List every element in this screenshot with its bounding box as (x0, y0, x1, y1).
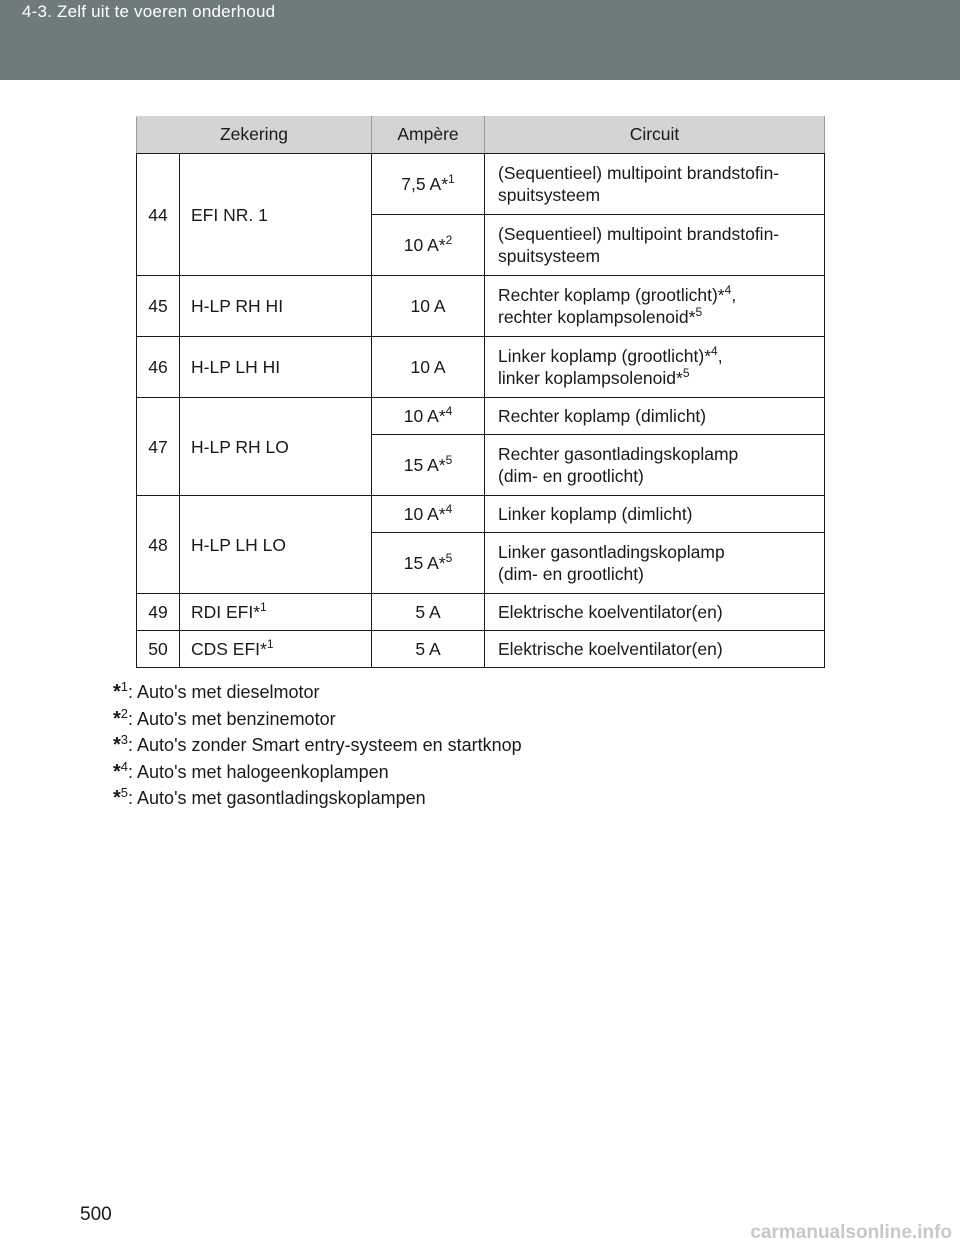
fuse-name: H-LP LH HI (180, 337, 372, 398)
watermark: carmanualsonline.info (750, 1222, 952, 1243)
fuse-circuit: Rechter gasontladingskoplamp (dim- en grootlicht) (485, 435, 825, 496)
header-fuse: Zekering (137, 117, 372, 154)
fuse-number: 44 (137, 154, 180, 276)
fuse-amp: 7,5 A*$^1$ (372, 154, 485, 215)
fuse-circuit: Elektrische koelventilator(en) (485, 594, 825, 631)
table-row (137, 631, 825, 668)
table-row (137, 398, 825, 435)
table-header-row (137, 117, 825, 154)
fuse-name: CDS EFI*$^1$ (180, 631, 372, 668)
fuse-circuit: Rechter koplamp (dimlicht) (485, 398, 825, 435)
fuse-circuit: (Sequentieel) multipoint brandstofin- spuitsysteem (485, 215, 825, 276)
fuse-amp: 10 A (372, 337, 485, 398)
fuse-circuit: Linker koplamp (grootlicht)*$^4$, linker koplampsolenoid*$^5$ (485, 337, 825, 398)
fuse-number: 47 (137, 398, 180, 496)
footnote: *$^5$: Auto's met gasontladingskoplampen (113, 785, 426, 809)
fuse-number: 48 (137, 496, 180, 594)
footnotes (113, 679, 522, 812)
fuse-amp: 10 A (372, 276, 485, 337)
fuse-number: 46 (137, 337, 180, 398)
fuse-amp: 10 A*$^4$ (372, 398, 485, 435)
fuse-number: 45 (137, 276, 180, 337)
fuse-name: H-LP LH LO (180, 496, 372, 594)
fuse-table (136, 116, 825, 668)
footnote: *$^3$: Auto's zonder Smart entry-systeem en startknop (113, 732, 522, 756)
fuse-amp: 10 A*$^4$ (372, 496, 485, 533)
fuse-circuit: Rechter koplamp (grootlicht)*$^4$, rechter koplampsolenoid*$^5$ (485, 276, 825, 337)
table-row (137, 594, 825, 631)
page-number: 500 (80, 1204, 112, 1225)
fuse-amp: 10 A*$^2$ (372, 215, 485, 276)
footnote: *$^1$: Auto's met dieselmotor (113, 679, 320, 703)
table-row (137, 496, 825, 533)
table-row (137, 276, 825, 337)
fuse-number: 50 (137, 631, 180, 668)
table-row (137, 337, 825, 398)
fuse-name: EFI NR. 1 (180, 154, 372, 276)
fuse-circuit: Linker gasontladingskoplamp (dim- en grootlicht) (485, 533, 825, 594)
header-amp: Ampère (372, 117, 485, 154)
fuse-name: H-LP RH HI (180, 276, 372, 337)
fuse-name: H-LP RH LO (180, 398, 372, 496)
footnote: *$^2$: Auto's met benzinemotor (113, 705, 336, 730)
fuse-amp: 5 A (372, 594, 485, 631)
fuse-circuit: Linker koplamp (dimlicht) (485, 496, 825, 533)
fuse-circuit: Elektrische koelventilator(en) (485, 631, 825, 668)
table-row (137, 154, 825, 215)
footnote: *$^4$: Auto's met halogeenkoplampen (113, 758, 389, 783)
fuse-name: RDI EFI*$^1$ (180, 594, 372, 631)
fuse-amp: 15 A*$^5$ (372, 435, 485, 496)
fuse-amp: 5 A (372, 631, 485, 668)
page-header (0, 0, 960, 80)
fuse-amp: 15 A*$^5$ (372, 533, 485, 594)
fuse-circuit: (Sequentieel) multipoint brandstofin- spuitsysteem (485, 154, 825, 215)
header-circuit: Circuit (485, 117, 825, 154)
fuse-number: 49 (137, 594, 180, 631)
section-title: 4-3. Zelf uit te voeren onderhoud (22, 2, 276, 21)
